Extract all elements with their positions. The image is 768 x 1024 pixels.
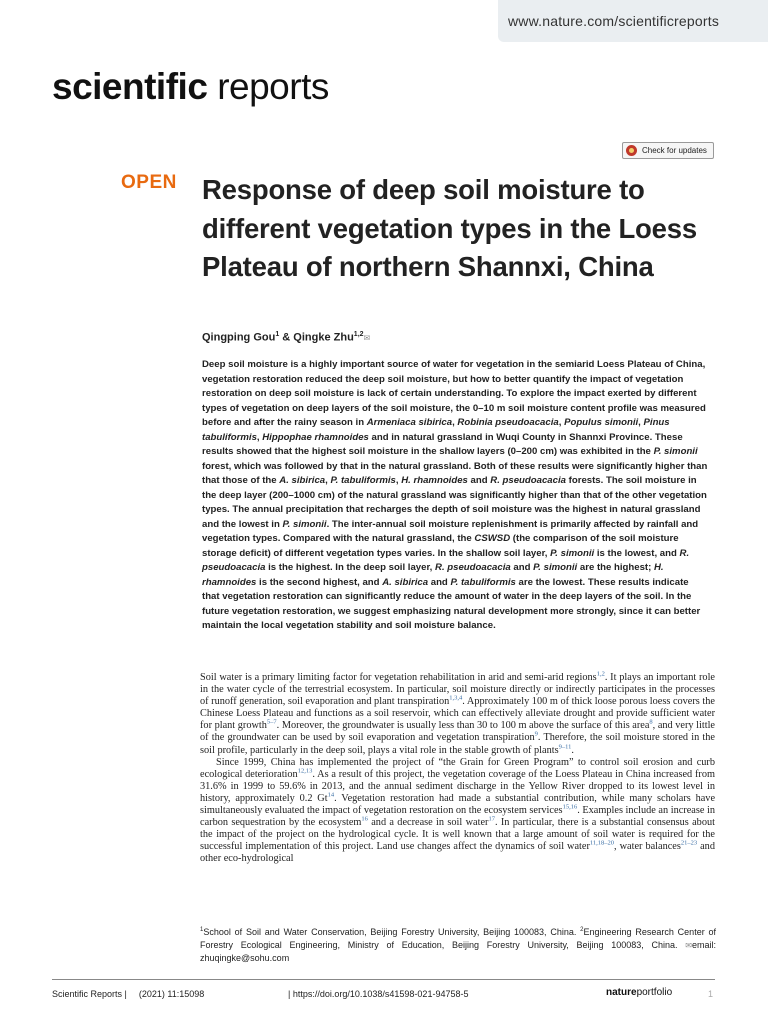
footer-doi-link[interactable]: | https://doi.org/10.1038/s41598-021-94758-5 [288, 989, 469, 999]
check-for-updates-button[interactable] [622, 142, 714, 159]
masthead-bold: scientific [52, 66, 208, 107]
footer-citation [52, 989, 204, 999]
species-name: Pinus tabuliformis [202, 417, 670, 443]
species-name: R. pseudoacacia [490, 475, 566, 486]
species-name: A. sibirica [382, 576, 429, 588]
species-name: R. pseudoacacia [202, 547, 690, 573]
abstract-text: , [256, 431, 263, 443]
footer-journal: Scientific Reports | [52, 989, 127, 999]
abstract-text: is the lowest, and [594, 547, 680, 559]
species-name: CSWSD [474, 533, 511, 544]
affiliation-sup: 2 [580, 927, 584, 933]
body-text-run: and a decrease in soil water [367, 817, 489, 829]
citation-ref[interactable]: 15,16 [562, 803, 578, 811]
citation-ref[interactable]: 21–23 [680, 839, 698, 847]
body-text-run: Soil water is a primary limiting factor for vegetation rehabilitation in arid and semi-arid regions [200, 672, 597, 683]
citation-ref[interactable]: 11,18–20 [589, 839, 615, 847]
species-name: P. simonii [550, 547, 595, 559]
abstract-text: and [467, 475, 491, 486]
citation-ref[interactable]: 16 [361, 815, 368, 823]
citation-ref[interactable]: 8 [649, 718, 653, 726]
species-name: R. pseudoacacia [435, 562, 511, 573]
citation-ref[interactable]: 1,3,4 [449, 694, 463, 702]
abstract-text: are the lowest. These results indicate that vegetation restoration can significantly reduce the amount of water in the deep layers of the soil. In the future vegetation restoration, we suggest emphasizing natural development more strongly, since it can better maintain the local vegetation stability and soil moisture balance. [202, 576, 701, 631]
masthead-light: reports [217, 66, 329, 107]
abstract-text: Deep soil moisture is a highly important source of water for vegetation in the semiarid Loess Plateau of China, vegetation restoration reduced the deep soil moisture, but how to better quantify the impact of vegetation restoration on deep soil moisture is lack of certain understanding. To explore the impact exerted by different types of vegetation on deep layers of the soil moisture, the 0–10 m soil moisture content profile was measured before and after the rainy season in [202, 359, 706, 428]
author-affiliation-sup: 1,2 [353, 331, 364, 338]
species-name: P. tabuliformis [330, 475, 396, 486]
citation-ref[interactable]: 17 [488, 815, 495, 823]
article-title: Response of deep soil moisture to different vegetation types in the Loess Plateau of northern Shannxi, China [202, 174, 697, 282]
affiliation-sup: 1 [200, 927, 204, 933]
species-name: P. simonii [653, 446, 698, 457]
open-access-label: OPEN [121, 172, 177, 193]
body-text-run: , water balances [614, 841, 681, 853]
abstract [202, 358, 708, 634]
body-text-run: . In particular, there is a substantial consensus about the impact of the project on the hydrological cycle. It is well known that a large amount of soil water is required for the successful implementation of this project. Land use changes affect the dynamics of soil water [200, 817, 715, 853]
species-name: H. rhamnoides [401, 475, 468, 486]
journal-url-link[interactable]: www.nature.com/scientificreports [508, 13, 720, 29]
nature-portfolio-logo [606, 987, 672, 998]
body-text-run: . Examples include an increase in carbon sequestration by the ecosystem [200, 805, 716, 829]
abstract-text: is the highest. In the deep soil layer, [265, 562, 436, 573]
abstract-text: , [452, 417, 458, 428]
species-name: P. simonii [282, 518, 327, 530]
author-name[interactable]: Qingping Gou [202, 331, 276, 344]
abstract-text: and [510, 562, 534, 573]
abstract-text: , [395, 475, 402, 486]
page-number: 1 [708, 989, 714, 999]
author-affiliation-sup: 1 [275, 331, 280, 338]
url-banner [498, 0, 768, 42]
affiliation-text: School of Soil and Water Conservation, Beijing Forestry University, Beijing 100083, China. [203, 927, 581, 937]
species-name: H. rhamnoides [202, 562, 664, 588]
author-name[interactable]: Qingke Zhu [293, 331, 354, 344]
author-line [202, 331, 370, 344]
abstract-text: and in natural grassland in Wuqi County in Shannxi Province. These results showed that the highest soil moisture in the shallow layers (0–200 cm) was exhibited in the [202, 431, 683, 457]
logo-light: portfolio [636, 987, 673, 998]
body-paragraph [200, 672, 715, 757]
citation-ref[interactable]: 12,13 [297, 767, 313, 775]
body-paragraph [200, 757, 715, 866]
abstract-text: , [558, 417, 565, 428]
body-text-run: . It plays an important role in the water cycle of the terrestrial ecosystem. In particular, soil moisture directly or indirectly participates in the processes of runoff generation, soil evaporation and plant transpiration [200, 672, 715, 708]
abstract-text: forests. The soil moisture in the deep layer (200–1000 cm) of the natural grassland was significantly higher than that of the other vegetation types. The annual precipitation that recharges the depth of soil moisture was the highest in natural grassland and the lowest in [202, 475, 707, 530]
body-text-run: . As a result of this project, the vegetation coverage of the Loess Plateau in China increased from 31.6% in 1999 to 59.6% in 2013, and the annual sediment discharge in the Yellow River dropped to its lowest level in history, approximately 0.2 Gt [200, 768, 715, 804]
corresponding-email[interactable]: email: zhuqingke@sohu.com [200, 940, 716, 963]
citation-ref[interactable]: 14 [327, 791, 335, 799]
citation-ref[interactable]: 9–11 [558, 743, 572, 751]
affiliation-text: Engineering Research Center of Forestry Ecological Engineering, Ministry of Education, Beijing Forestry University, Beijing 100083, China. [200, 927, 717, 950]
body-text-run: and other eco-hydrological [200, 841, 715, 865]
body-text-run: . Moreover, the groundwater is usually less than 30 to 100 m above the surface of this area [276, 720, 650, 732]
email-icon[interactable]: ✉ [363, 333, 371, 343]
body-text-run: . Therefore, the soil moisture stored in the soil profile, particularly in the deep soil, plays a vital role in the stable growth of plants [200, 732, 715, 756]
species-name: Robinia pseudoacacia [457, 417, 559, 428]
body-text-run: . Vegetation restoration had made a substantial contribution, while many scholars have simultaneously evaluated the impact of vegetation restoration on the ecosystem services [200, 792, 716, 817]
affiliations [200, 926, 716, 965]
footer-divider [52, 979, 715, 980]
body-text-run: Since 1999, China has implemented the project of “the Grain for Green Program” to control soil erosion and curb ecological deterioration [200, 756, 715, 780]
body-text-run: . Approximately 100 m of thick loose porous loess covers the Chinese Loess Plateau and functions as a soil reservoir, which can effectively alleviate drought and provide sufficient water for plant growth [200, 696, 715, 732]
author-joiner: & [279, 331, 294, 344]
abstract-text: forest, which was followed by that in the natural grassland. Both of these results were significantly higher than that those of the [202, 460, 708, 486]
abstract-text: , [325, 475, 331, 486]
species-name: P. simonii [533, 562, 578, 573]
species-name: Hippophae rhamnoides [262, 431, 369, 443]
citation-ref[interactable]: 1,2 [596, 670, 605, 678]
abstract-text: . The inter-annual soil moisture replenishment is primarily affected by rainfall and vegetation types. Compared with the natural grassland, the [202, 518, 699, 544]
abstract-text: are the highest; [577, 562, 654, 573]
body-text-run: , and very little of the groundwater can be used by soil evaporation and vegetation transpiration [200, 720, 716, 744]
crossmark-icon [626, 145, 637, 156]
abstract-text: , [638, 417, 644, 428]
journal-masthead [52, 66, 329, 108]
email-icon: ✉ [685, 941, 692, 950]
species-name: A. sibirica [279, 475, 326, 486]
footer-volume: (2021) 11:15098 [138, 989, 205, 999]
body-text-run: . [571, 744, 574, 756]
abstract-text: (the comparison of the soil moisture storage deficit) of different vegetation types varies. In the shallow soil layer, [202, 533, 679, 559]
logo-bold: nature [606, 987, 637, 998]
check-for-updates-label: Check for updates [642, 146, 707, 155]
body-text [200, 672, 715, 866]
species-name: Armeniaca sibirica [366, 417, 453, 428]
species-name: P. tabuliformis [450, 576, 516, 588]
abstract-text: is the second highest, and [256, 576, 383, 588]
citation-ref[interactable]: 5–7 [266, 718, 277, 726]
species-name: Populus simonii [564, 417, 639, 428]
abstract-text: and [428, 576, 451, 588]
citation-ref[interactable]: 9 [534, 731, 538, 739]
